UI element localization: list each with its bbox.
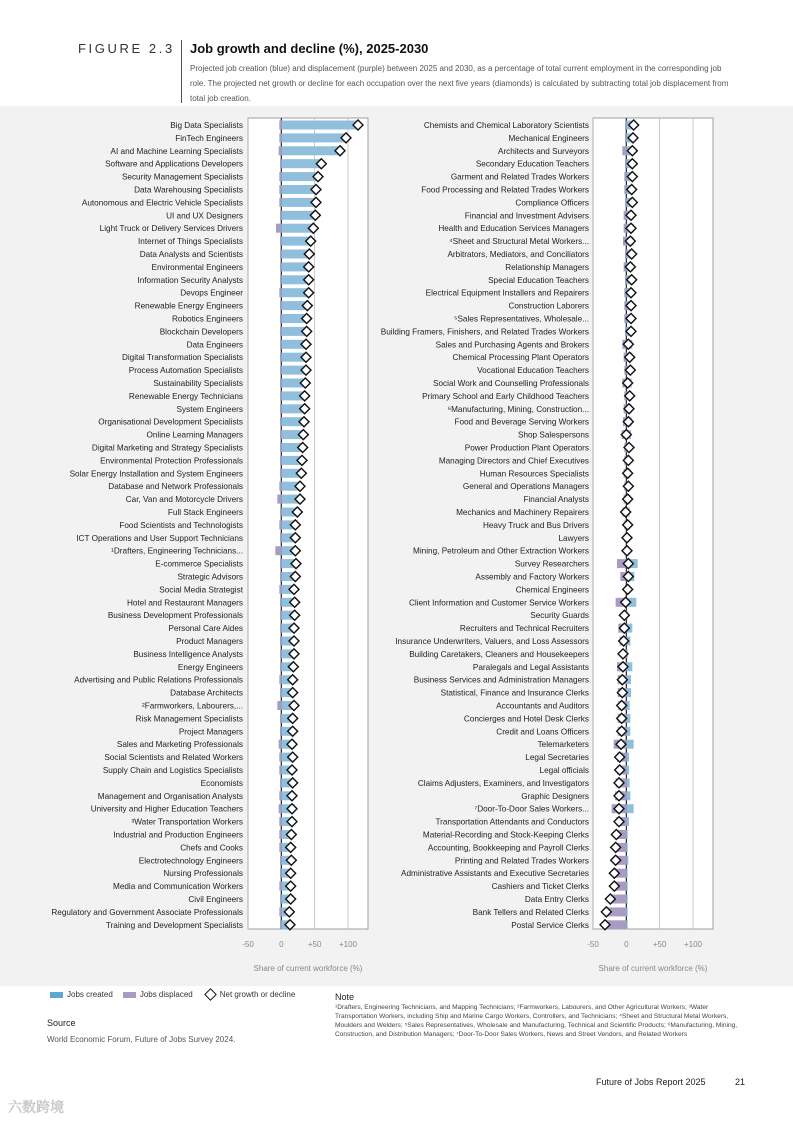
category-label: Software and Applications Developers xyxy=(105,159,243,169)
bar-displaced xyxy=(280,443,281,452)
category-label: Hotel and Restaurant Managers xyxy=(126,598,243,608)
note-heading: Note xyxy=(335,992,355,1002)
category-label: Nursing Professionals xyxy=(163,869,243,879)
category-label: Financial and Investment Advisers xyxy=(464,211,589,221)
category-label: Advertising and Public Relations Professionals xyxy=(74,675,243,685)
bar-displaced xyxy=(280,340,281,349)
bar-displaced xyxy=(280,611,281,620)
category-label: Special Education Teachers xyxy=(488,275,589,285)
bar-displaced xyxy=(279,133,281,142)
category-label: Administrative Assistants and Executive Secretaries xyxy=(401,869,589,879)
category-label: Social Scientists and Related Workers xyxy=(104,753,243,763)
note-text: ¹Drafters, Engineering Technicians, and Mapping Technicians; ²Farmworkers, Labourers, and Other Agricultural Workers; ³Water Transportation Workers, including Ship and Marine Cargo Workers, Controllers, and Technicians; ⁴Sheet and Structural Metal Workers, Moulders and Welders; ⁵Sales Representatives, Wholesale and Manufacturing, Technical and Scientific Products; ⁶Manufacturing, Mining, Construction, and Distribution Managers; ⁷Door-To-Door Sales Workers, News and Street Vendors, and Related Workers xyxy=(335,1004,738,1038)
category-label: Industrial and Production Engineers xyxy=(113,830,243,840)
bar-displaced xyxy=(280,572,281,581)
category-label: Social Media Strategist xyxy=(159,585,243,595)
bar-displaced xyxy=(279,843,281,852)
category-label: Material-Recording and Stock-Keeping Clerks xyxy=(422,830,589,840)
category-label: Cashiers and Ticket Clerks xyxy=(491,882,589,892)
bar-displaced xyxy=(275,546,281,555)
bar-displaced xyxy=(622,146,626,155)
legend-net xyxy=(203,990,296,999)
legend-displaced-label: Jobs displaced xyxy=(139,990,193,999)
bar-created xyxy=(626,920,627,929)
category-label: Sales and Marketing Professionals xyxy=(116,740,243,750)
category-label: Information Security Analysts xyxy=(137,275,243,285)
bar-created xyxy=(626,882,627,891)
category-label: Mining, Petroleum and Other Extraction Workers xyxy=(413,546,589,556)
category-label: Civil Engineers xyxy=(188,895,243,904)
category-label: Graphic Designers xyxy=(521,791,589,801)
category-label: Renewable Energy Engineers xyxy=(134,301,243,311)
bar-displaced xyxy=(279,585,281,594)
x-axis-label: Share of current workforce (%) xyxy=(253,964,363,973)
category-label: Primary School and Early Childhood Teachers xyxy=(422,391,589,401)
bar-displaced xyxy=(279,882,281,891)
category-label: ¹Drafters, Engineering Technicians... xyxy=(111,546,243,556)
bar-displaced xyxy=(279,804,282,813)
figure-label: FIGURE 2.3 xyxy=(78,41,175,56)
x-tick-label: 0 xyxy=(624,940,629,949)
category-label: Transportation Attendants and Conductors xyxy=(435,817,589,827)
bar-displaced xyxy=(279,146,282,155)
category-label: Database and Network Professionals xyxy=(108,482,243,492)
category-label: Chefs and Cooks xyxy=(180,843,243,853)
category-label: System Engineers xyxy=(176,404,243,414)
bar-displaced xyxy=(279,766,281,775)
x-tick-label: 0 xyxy=(279,940,284,949)
bar-created xyxy=(626,869,627,878)
bar-displaced xyxy=(280,250,281,259)
category-label: Data Warehousing Specialists xyxy=(134,185,243,195)
category-label: Telemarketers xyxy=(537,740,589,750)
diamond-icon xyxy=(204,988,217,1001)
category-label: Building Caretakers, Cleaners and Housekeepers xyxy=(409,649,589,659)
category-label: Environmental Engineers xyxy=(151,262,243,272)
bar-displaced xyxy=(279,817,281,826)
watermark-logo: 六数跨境 xyxy=(8,1099,64,1115)
category-label: Managing Directors and Chief Executives xyxy=(438,456,589,466)
category-label: Data Entry Clerks xyxy=(524,895,589,904)
legend-displaced xyxy=(123,990,193,999)
bar-displaced xyxy=(277,495,281,504)
bar-created xyxy=(626,766,629,775)
bar-created xyxy=(281,133,348,142)
bar-created xyxy=(626,778,629,787)
bar-displaced xyxy=(280,624,281,633)
category-label: Devops Engineer xyxy=(180,288,243,298)
category-label: Online Learning Managers xyxy=(146,430,243,440)
category-label: Recruiters and Technical Recruiters xyxy=(459,624,589,634)
bar-displaced xyxy=(280,237,281,246)
bar-displaced xyxy=(279,740,282,749)
category-label: Bank Tellers and Related Clerks xyxy=(472,907,589,917)
category-label: Security Guards xyxy=(530,611,589,621)
bar-displaced xyxy=(279,791,281,800)
category-label: Chemical Processing Plant Operators xyxy=(452,353,589,363)
category-label: Renewable Energy Technicians xyxy=(128,391,243,401)
source-heading: Source xyxy=(47,1018,76,1028)
category-label: Accountants and Auditors xyxy=(496,701,589,711)
bar-displaced xyxy=(276,224,281,233)
category-label: Insurance Underwriters, Valuers, and Loss Assessors xyxy=(395,637,589,646)
bar-displaced xyxy=(625,159,626,168)
bar-displaced xyxy=(280,778,281,787)
category-label: Legal Secretaries xyxy=(525,753,589,763)
category-label: Credit and Loans Officers xyxy=(496,727,589,737)
category-label: Paralegals and Legal Assistants xyxy=(472,662,589,672)
category-label: ICT Operations and User Support Technicians xyxy=(76,533,243,543)
category-label: Construction Laborers xyxy=(508,301,589,311)
bar-displaced xyxy=(280,353,281,362)
category-label: Big Data Specialists xyxy=(170,121,243,130)
category-label: Health and Education Services Managers xyxy=(438,224,589,234)
category-label: Electrotechnology Engineers xyxy=(138,856,243,866)
bar-displaced xyxy=(280,559,281,568)
category-label: Light Truck or Delivery Services Drivers xyxy=(99,224,243,234)
bar-displaced xyxy=(280,430,281,439)
bar-displaced xyxy=(280,727,281,736)
category-label: University and Higher Education Teachers xyxy=(90,804,243,814)
bar-displaced xyxy=(625,121,626,130)
bar-displaced xyxy=(280,327,281,336)
bar-displaced xyxy=(624,172,626,181)
category-label: Financial Analysts xyxy=(523,495,589,505)
x-tick-label: -50 xyxy=(242,940,254,949)
bar-displaced xyxy=(625,133,626,142)
bar-displaced xyxy=(280,275,281,284)
category-label: Sustainability Specialists xyxy=(153,379,243,388)
x-axis-label: Share of current workforce (%) xyxy=(598,964,708,973)
x-tick-label: -50 xyxy=(587,940,599,949)
category-label: Energy Engineers xyxy=(177,662,243,672)
bar-displaced xyxy=(280,895,281,904)
bar-created xyxy=(626,740,633,749)
category-label: General and Operations Managers xyxy=(462,482,589,492)
bar-displaced xyxy=(280,469,281,478)
x-tick-label: +50 xyxy=(652,940,667,949)
category-label: Product Managers xyxy=(176,637,243,646)
category-label: Vocational Education Teachers xyxy=(477,366,589,376)
bar-displaced xyxy=(280,856,281,865)
bar-displaced xyxy=(280,379,281,388)
category-label: Food and Beverage Serving Workers xyxy=(454,417,589,427)
category-label: Food Scientists and Technologists xyxy=(119,520,243,530)
bar-displaced xyxy=(279,198,281,207)
category-label: Electrical Equipment Installers and Repairers xyxy=(425,288,589,298)
category-label: Relationship Managers xyxy=(505,262,589,272)
category-label: ²Farmworkers, Labourers,... xyxy=(141,701,243,711)
category-label: Regulatory and Government Associate Professionals xyxy=(51,907,243,917)
bar-displaced xyxy=(280,211,281,220)
category-label: Business Development Professionals xyxy=(107,611,243,621)
footer-page-number: 21 xyxy=(735,1077,746,1087)
category-label: Car, Van and Motorcycle Drivers xyxy=(125,495,243,505)
bar-created xyxy=(626,804,633,813)
category-label: Data Analysts and Scientists xyxy=(139,250,243,259)
x-tick-label: +100 xyxy=(338,940,358,949)
bar-displaced xyxy=(280,649,281,658)
category-label: Survey Researchers xyxy=(514,559,589,569)
category-label: Building Framers, Finishers, and Related Trades Workers xyxy=(380,327,589,337)
bar-displaced xyxy=(277,701,281,710)
bar-displaced xyxy=(279,482,281,491)
bar-created xyxy=(626,830,627,839)
bar-displaced xyxy=(279,830,281,839)
category-label: ⁴Sheet and Structural Metal Workers... xyxy=(449,237,589,247)
bar-displaced xyxy=(280,508,281,517)
bar-displaced xyxy=(279,172,281,181)
bar-created xyxy=(626,753,629,762)
category-label: Project Managers xyxy=(178,727,243,737)
category-label: Mechanics and Machinery Repairers xyxy=(456,508,589,517)
bar-displaced xyxy=(279,753,281,762)
category-label: Organisational Development Specialists xyxy=(98,417,243,427)
bar-displaced xyxy=(280,662,281,671)
category-label: E-commerce Specialists xyxy=(155,559,243,569)
category-label: Postal Service Clerks xyxy=(511,920,589,930)
category-label: Assembly and Factory Workers xyxy=(475,572,589,582)
bar-displaced xyxy=(279,907,281,916)
category-label: Heavy Truck and Bus Drivers xyxy=(482,520,589,530)
category-label: Personal Care Aides xyxy=(168,624,243,634)
category-label: Power Production Plant Operators xyxy=(464,443,589,453)
category-label: Solar Energy Installation and System Engineers xyxy=(69,469,243,479)
bar-displaced xyxy=(280,301,281,310)
bar-created xyxy=(626,907,627,916)
category-label: Process Automation Specialists xyxy=(128,366,243,376)
category-label: Claims Adjusters, Examiners, and Investigators xyxy=(417,778,589,788)
category-label: Shop Salespersons xyxy=(517,430,589,440)
category-label: Training and Development Specialists xyxy=(105,920,243,930)
category-label: Lawyers xyxy=(558,533,589,543)
bar-displaced xyxy=(280,920,281,929)
bar-displaced xyxy=(280,869,281,878)
bar-displaced xyxy=(279,185,281,194)
category-label: Accounting, Bookkeeping and Payroll Clerks xyxy=(427,843,589,853)
chart-legend xyxy=(50,990,305,999)
bar-displaced xyxy=(280,314,281,323)
category-label: Internet of Things Specialists xyxy=(138,237,243,247)
category-label: Architects and Surveyors xyxy=(497,146,589,156)
bar-created xyxy=(626,817,629,826)
bar-displaced xyxy=(625,198,626,207)
bar-displaced xyxy=(280,417,281,426)
category-label: Autonomous and Electric Vehicle Specialists xyxy=(81,198,243,208)
category-label: Garment and Related Trades Workers xyxy=(450,172,589,182)
bar-displaced xyxy=(280,456,281,465)
category-label: Supply Chain and Logistics Specialists xyxy=(102,766,243,775)
category-label: Legal officials xyxy=(539,766,589,775)
category-label: ⁵Sales Representatives, Wholesale... xyxy=(454,314,589,324)
category-label: ³Water Transportation Workers xyxy=(131,817,243,827)
footer-report-title: Future of Jobs Report 2025 xyxy=(596,1077,706,1087)
category-label: Risk Management Specialists xyxy=(135,714,243,724)
source-text: World Economic Forum, Future of Jobs Survey 2024. xyxy=(47,1035,236,1044)
bar-displaced xyxy=(279,675,281,684)
legend-created xyxy=(50,990,113,999)
category-label: Full Stack Engineers xyxy=(167,508,243,517)
category-label: UI and UX Designers xyxy=(166,211,243,221)
chart-panel-2 xyxy=(381,118,713,973)
legend-created-swatch xyxy=(50,992,63,998)
category-label: Database Architects xyxy=(170,688,243,698)
bar-displaced xyxy=(279,121,281,130)
bar-displaced xyxy=(280,391,281,400)
bar-displaced xyxy=(279,288,281,297)
plot-area xyxy=(593,118,713,929)
category-label: Digital Transformation Specialists xyxy=(121,353,243,363)
bar-displaced xyxy=(280,159,281,168)
bar-created xyxy=(626,791,630,800)
category-label: Arbitrators, Mediators, and Conciliators xyxy=(447,250,589,259)
category-label: Sales and Purchasing Agents and Brokers xyxy=(435,340,589,350)
bar-created xyxy=(626,856,628,865)
bar-displaced xyxy=(280,688,281,697)
bar-displaced xyxy=(280,598,281,607)
category-label: ⁶Manufacturing, Mining, Construction... xyxy=(447,404,589,414)
bar-displaced xyxy=(280,533,281,542)
category-label: Security Management Specialists xyxy=(121,172,243,182)
category-label: AI and Machine Learning Specialists xyxy=(110,146,243,156)
category-label: Blockchain Developers xyxy=(159,327,243,337)
category-label: ⁷Door-To-Door Sales Workers... xyxy=(474,804,589,814)
category-label: Mechanical Engineers xyxy=(508,133,589,143)
x-tick-label: +50 xyxy=(307,940,322,949)
chart-panel-1 xyxy=(51,118,368,973)
category-label: Economists xyxy=(200,778,243,788)
category-label: Digital Marketing and Strategy Specialists xyxy=(91,443,243,453)
category-label: Secondary Education Teachers xyxy=(475,159,589,169)
bar-created xyxy=(281,146,342,155)
bar-displaced xyxy=(280,637,281,646)
category-label: Compliance Officers xyxy=(515,198,589,208)
bar-displaced xyxy=(280,714,281,723)
category-label: Human Resources Specialists xyxy=(479,469,589,479)
bar-displaced xyxy=(280,366,281,375)
category-label: FinTech Engineers xyxy=(175,133,243,143)
category-label: Robotics Engineers xyxy=(172,314,243,324)
legend-displaced-swatch xyxy=(123,992,136,998)
category-label: Media and Communication Workers xyxy=(113,882,243,892)
category-label: Printing and Related Trades Workers xyxy=(454,856,589,866)
category-label: Statistical, Finance and Insurance Clerks xyxy=(440,688,589,698)
bar-created xyxy=(281,121,360,130)
bar-displaced xyxy=(280,404,281,413)
category-label: Client Information and Customer Service Workers xyxy=(408,598,589,608)
page-subtitle: Projected job creation (blue) and displacement (purple) between 2025 and 2030, as a percentage of total current employment in the corresponding job role. The projected net growth or decline for each occupation over the next five years (diamonds) is calculated by subtracting total job displacement from total job creation. xyxy=(190,64,729,103)
bar-displaced xyxy=(279,520,281,529)
category-label: Business Services and Administration Managers xyxy=(413,675,589,685)
page-title: Job growth and decline (%), 2025-2030 xyxy=(190,41,429,56)
bar-displaced xyxy=(280,262,281,271)
x-tick-label: +100 xyxy=(683,940,703,949)
bar-created xyxy=(626,895,627,904)
legend-created-label: Jobs created xyxy=(67,990,113,999)
category-label: Data Engineers xyxy=(186,340,243,350)
category-label: Chemists and Chemical Laboratory Scientists xyxy=(423,121,589,130)
legend-net-label: Net growth or decline xyxy=(219,990,296,999)
category-label: Social Work and Counselling Professionals xyxy=(433,379,589,388)
bar-created xyxy=(626,843,627,852)
category-label: Business Intelligence Analysts xyxy=(133,649,243,659)
category-label: Environmental Protection Professionals xyxy=(100,456,243,466)
category-label: Concierges and Hotel Desk Clerks xyxy=(463,714,589,724)
category-label: Strategic Advisors xyxy=(177,572,243,582)
category-label: Chemical Engineers xyxy=(515,585,589,595)
category-label: Management and Organisation Analysts xyxy=(97,791,243,801)
category-label: Food Processing and Related Trades Workers xyxy=(421,185,589,195)
